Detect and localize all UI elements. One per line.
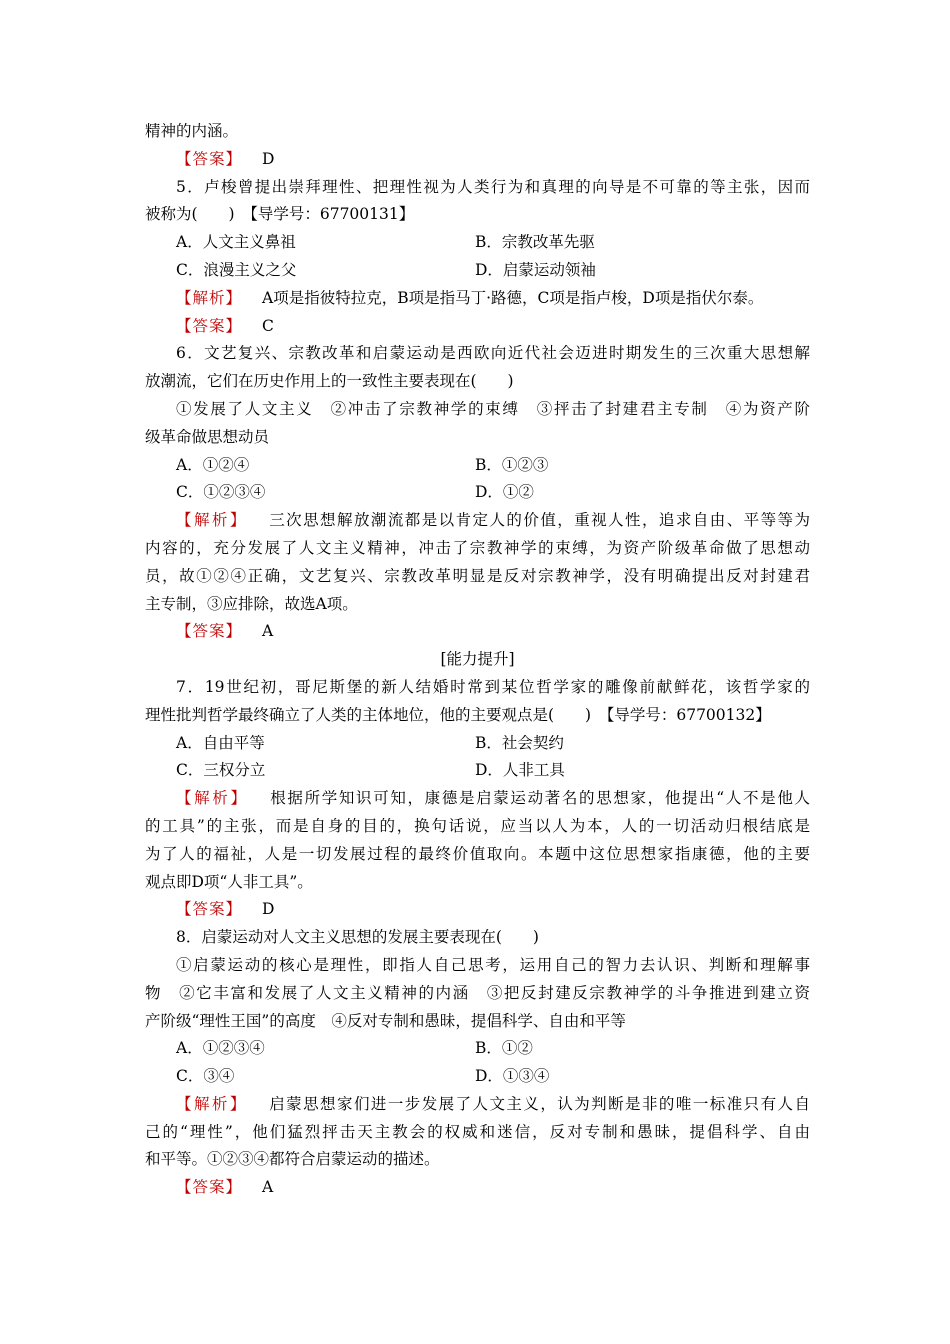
options-row <box>145 1063 810 1091</box>
options-row <box>145 730 810 758</box>
option-b: B．社会契约 <box>475 733 564 752</box>
answer-tag: 【答案】 <box>176 622 243 641</box>
statements-line: ①发展了人文主义 ②冲击了宗教神学的束缚 ③抨击了封建君主专制 ④为资产阶 <box>176 399 810 418</box>
analysis-line: 员，故①②④正确，文艺复兴、宗教改革明显是反对宗教神学，没有明确提出反对封建君 <box>145 566 810 585</box>
options-row <box>145 452 810 480</box>
section-heading: [能力提升] <box>440 650 515 669</box>
analysis-tag: 【解析】 <box>176 1094 248 1113</box>
option-d: D．人非工具 <box>475 761 565 780</box>
option-d: D．启蒙运动领袖 <box>475 260 596 279</box>
question-7-stem-cont: 理性批判哲学最终确立了人类的主体地位，他的主要观点是( ) 【导学号：67700132】 <box>145 705 771 724</box>
analysis-text: 三次思想解放潮流都是以肯定人的价值，重视人性，追求自由、平等等为 <box>267 511 810 530</box>
analysis-line: 和平等。①②③④都符合启蒙运动的描述。 <box>145 1150 440 1169</box>
answer-value: C <box>262 316 274 335</box>
answer-line <box>145 313 810 341</box>
document-page <box>145 118 810 1202</box>
question-7-stem: 7．19世纪初，哥尼斯堡的新人结婚时常到某位哲学家的雕像前献鲜花，该哲学家的 <box>176 677 810 696</box>
answer-line <box>145 1174 810 1202</box>
analysis-tag: 【解析】 <box>176 511 248 530</box>
option-d: D．①③④ <box>475 1067 550 1086</box>
analysis-line: 为了人的福祉，人是一切发展过程的最终价值取向。本题中这位思想家指康德，他的主要 <box>145 844 810 863</box>
analysis-line <box>145 507 810 535</box>
answer-value: A <box>262 622 274 641</box>
analysis-text: 启蒙思想家们进一步发展了人文主义，认为判断是非的唯一标准只有人自 <box>267 1094 810 1113</box>
option-b: B．①②③ <box>475 455 549 474</box>
option-a: A．①②④ <box>176 455 250 474</box>
analysis-line: 观点即D项“人非工具”。 <box>145 872 313 891</box>
answer-tag: 【答案】 <box>176 316 243 335</box>
analysis-text: 根据所学知识可知，康德是启蒙运动著名的思想家，他提出“人不是他人 <box>268 789 810 808</box>
analysis-line: 己的“理性”，他们猛烈抨击天主教会的权威和迷信，反对专制和愚昧，提倡科学、自由 <box>145 1122 810 1141</box>
options-row <box>145 229 810 257</box>
answer-tag: 【答案】 <box>176 900 243 919</box>
analysis-tag: 【解析】 <box>176 288 243 307</box>
answer-tag: 【答案】 <box>176 1178 243 1197</box>
question-6-stem: 6．文艺复兴、宗教改革和启蒙运动是西欧向近代社会迈进时期发生的三次重大思想解 <box>176 344 810 363</box>
question-5-stem: 5．卢梭曾提出崇拜理性、把理性视为人类行为和真理的向导是不可靠的等主张，因而 <box>176 177 810 196</box>
analysis-tag: 【解析】 <box>176 789 249 808</box>
option-c: C．三权分立 <box>176 761 266 780</box>
option-c: C．③④ <box>176 1067 235 1086</box>
answer-line <box>145 896 810 924</box>
statements-line: 物 ②它丰富和发展了人文主义精神的内涵 ③把反封建反宗教神学的斗争推进到建立资 <box>145 983 810 1002</box>
text-line: 精神的内涵。 <box>145 122 239 140</box>
analysis-line <box>145 1091 810 1119</box>
options-row <box>145 257 810 285</box>
analysis-line <box>145 785 810 813</box>
option-a: A．①②③④ <box>176 1039 265 1058</box>
analysis-text: A项是指彼特拉克，B项是指马丁·路德，C项是指卢梭，D项是指伏尔泰。 <box>262 288 764 307</box>
analysis-line: 的工具”的主张，而是自身的目的，换句话说，应当以人为本，人的一切活动归根结底是 <box>145 816 810 835</box>
statements-line: 级革命做思想动员 <box>145 427 270 446</box>
option-c: C．①②③④ <box>176 483 266 502</box>
answer-tag: 【答案】 <box>176 149 243 168</box>
analysis-line: 主专制，③应排除，故选A项。 <box>145 594 358 613</box>
options-row <box>145 757 810 785</box>
question-5-stem-cont: 被称为( ) 【导学号：67700131】 <box>145 205 415 224</box>
option-a: A．人文主义鼻祖 <box>176 233 296 252</box>
analysis-line: 内容的，充分发展了人文主义精神，冲击了宗教神学的束缚，为资产阶级革命做了思想动 <box>145 538 810 557</box>
option-b: B．宗教改革先驱 <box>475 233 595 252</box>
options-row <box>145 1035 810 1063</box>
option-a: A．自由平等 <box>176 733 265 752</box>
option-b: B．①② <box>475 1039 533 1058</box>
answer-value: A <box>262 1178 274 1197</box>
question-6-stem-cont: 放潮流，它们在历史作用上的一致性主要表现在( ) <box>145 372 514 391</box>
option-d: D．①② <box>475 483 534 502</box>
answer-line <box>145 618 810 646</box>
option-c: C．浪漫主义之父 <box>176 260 297 279</box>
options-row <box>145 479 810 507</box>
question-8-stem: 8．启蒙运动对人文主义思想的发展主要表现在( ) <box>176 928 539 947</box>
statements-line: ①启蒙运动的核心是理性，即指人自己思考，运用自己的智力去认识、判断和理解事 <box>176 955 810 974</box>
answer-value: D <box>262 900 275 919</box>
answer-value: D <box>262 149 275 168</box>
answer-line <box>145 146 810 174</box>
analysis-line <box>145 285 810 313</box>
statements-line: 产阶级“理性王国”的高度 ④反对专制和愚昧，提倡科学、自由和平等 <box>145 1011 626 1030</box>
